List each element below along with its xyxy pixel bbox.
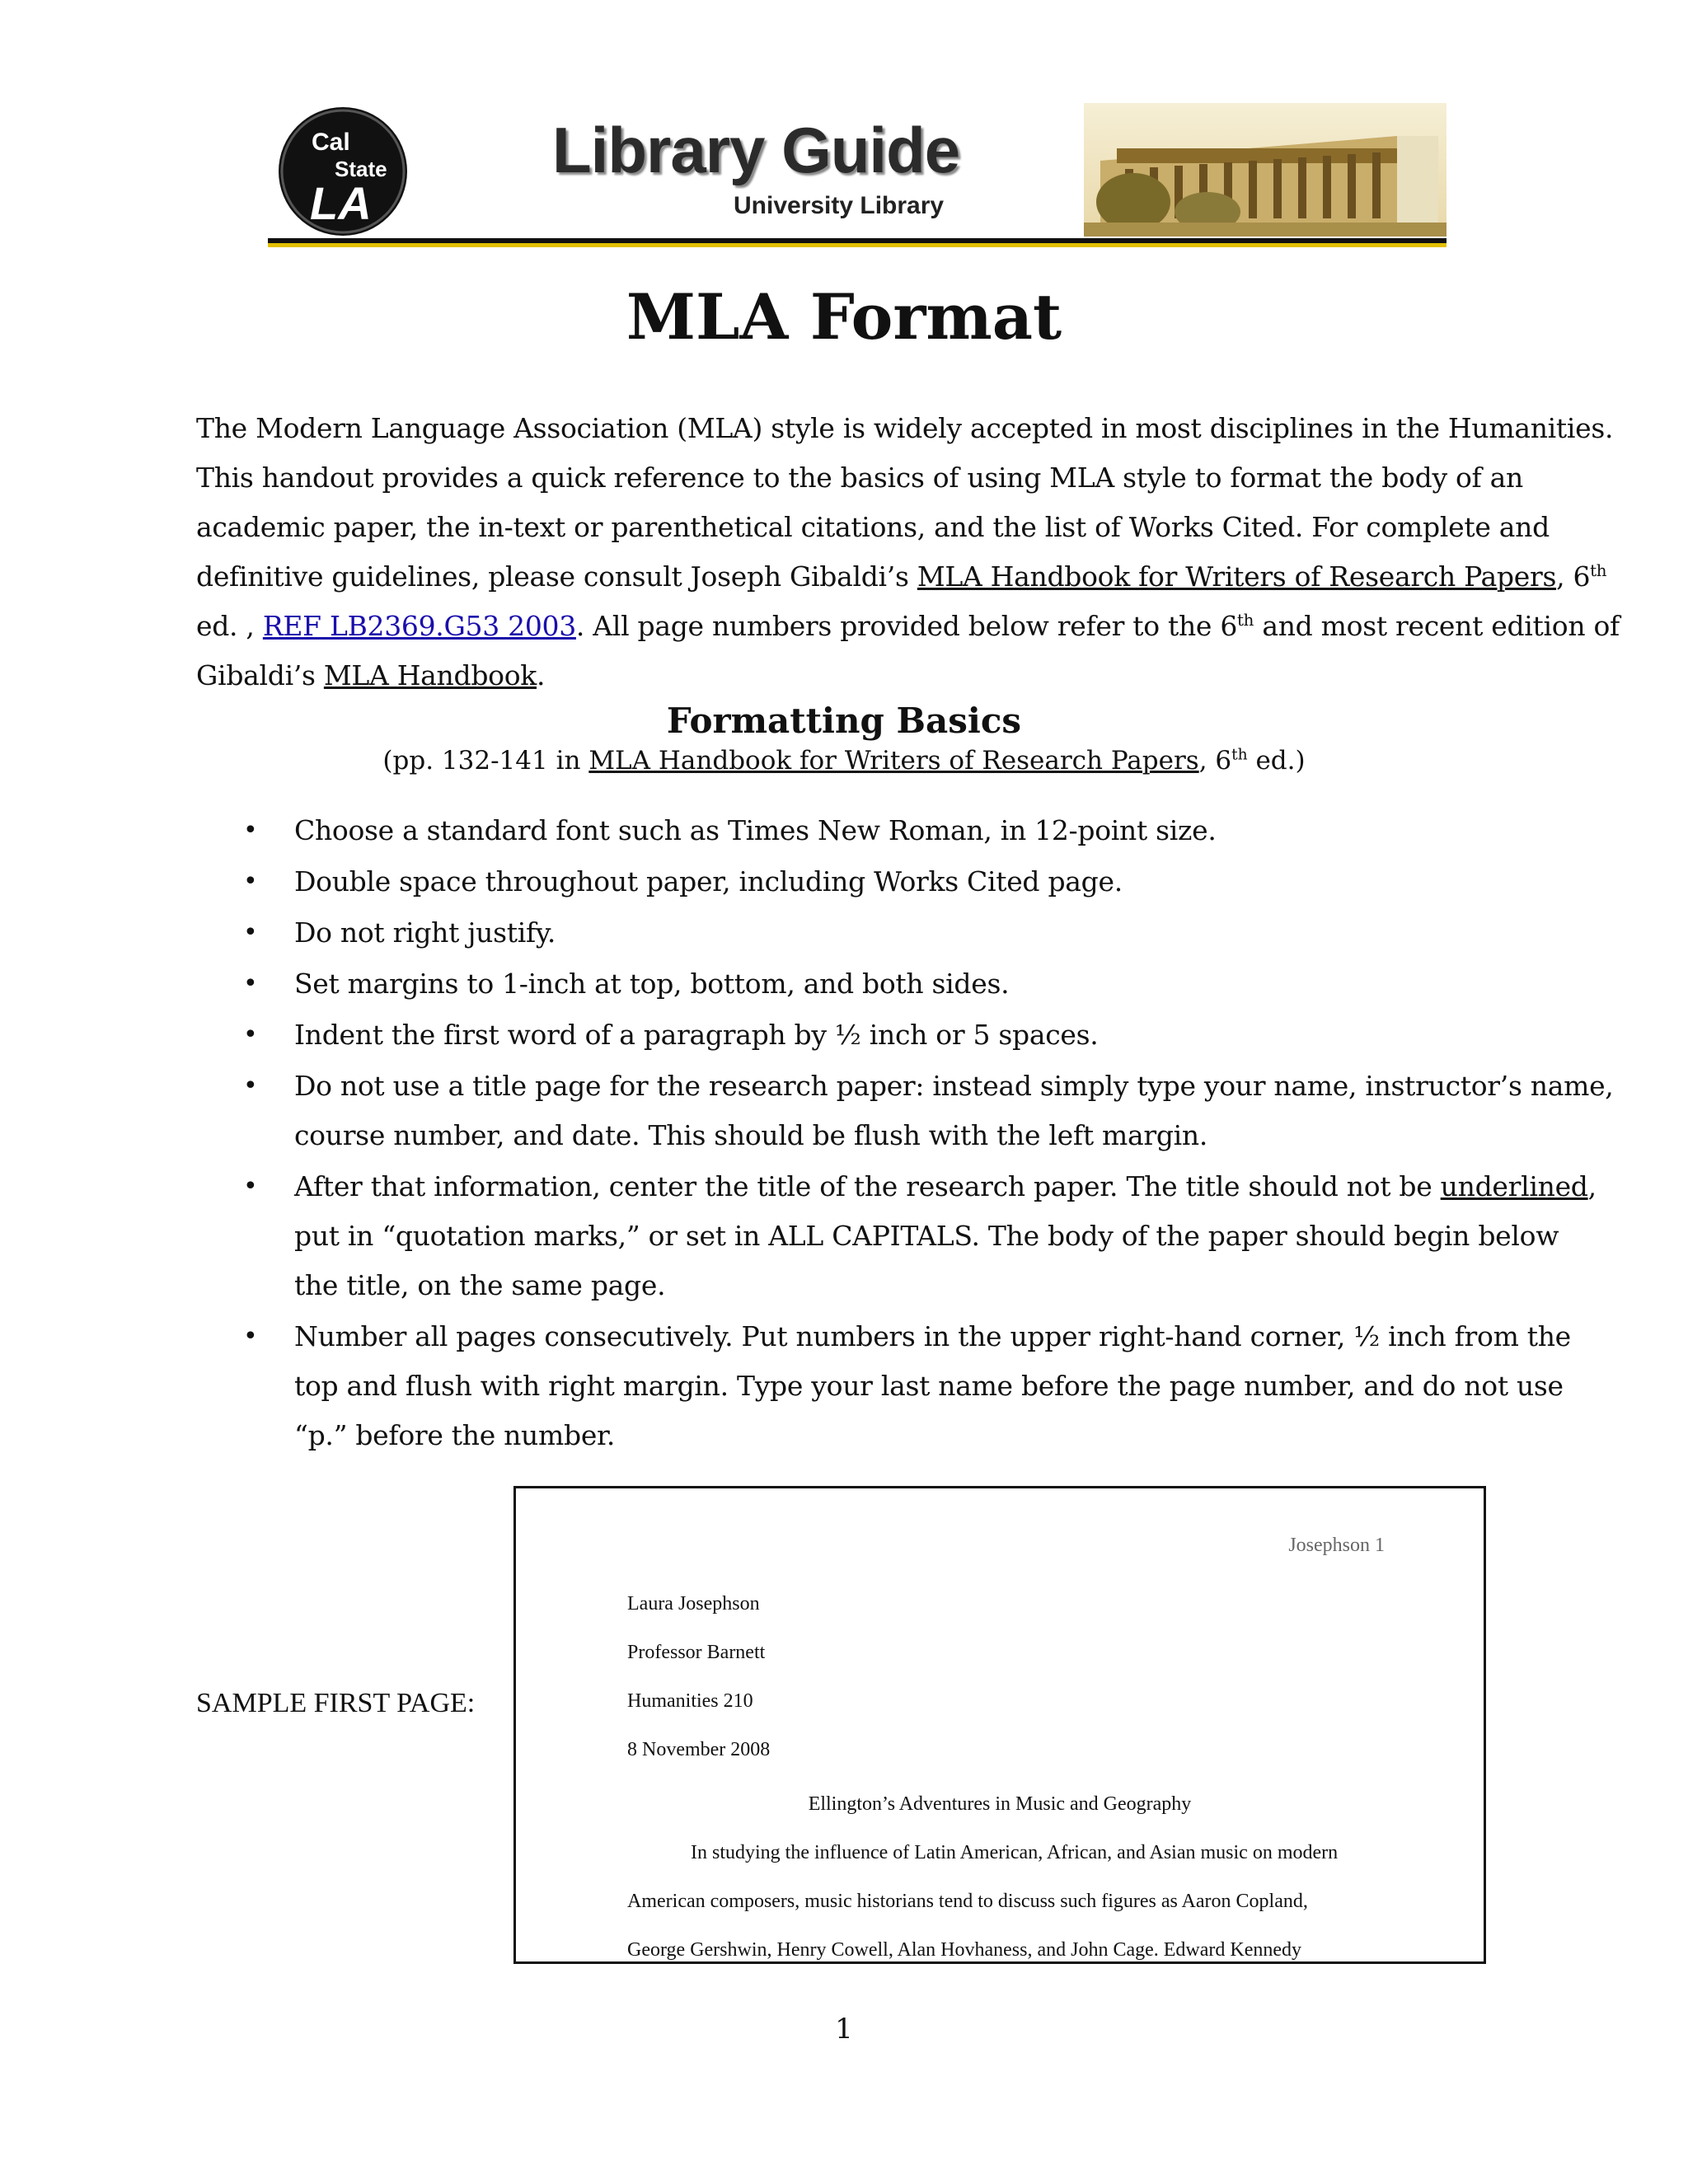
bullet-text: Choose a standard font such as Times New Roman, in 12-point size. (294, 814, 1217, 846)
intro-paragraph (196, 404, 1620, 701)
sample-label: SAMPLE FIRST PAGE: (196, 1688, 476, 1718)
bullet-icon: • (243, 918, 258, 947)
page-number: 1 (835, 2013, 853, 2046)
sample-body-line: American composers, music historians tend to discuss such figures as Aaron Copland, (627, 1891, 1308, 1912)
superscript: th (1237, 611, 1254, 630)
bullet-text: Set margins to 1-inch at top, bottom, and both sides. (294, 968, 1010, 1000)
intro-text: Gibaldi’s (196, 659, 324, 691)
call-number-link[interactable]: REF LB2369.G53 2003 (262, 610, 576, 642)
bullet-text: the title, on the same page. (294, 1269, 666, 1301)
page-title: MLA Format (626, 280, 1062, 354)
formatting-bullet-list (243, 806, 1614, 1462)
section-sub-text: , 6 (1198, 746, 1232, 776)
bullet-item (243, 908, 1545, 958)
bullet-item (243, 1162, 1597, 1310)
bullet-icon: • (243, 969, 258, 998)
bullet-icon: • (243, 1071, 258, 1100)
bullet-text-part: After that information, center the title of the research paper. The title should not be (294, 1170, 1441, 1202)
bullet-item (243, 806, 1545, 855)
bullet-text: put in “quotation marks,” or set in ALL CAPITALS. The body of the paper should begin below (294, 1220, 1559, 1252)
sample-course: Humanities 210 (627, 1690, 753, 1712)
bullet-text: Double space throughout paper, including Works Cited page. (294, 865, 1123, 898)
library-building-image (1084, 103, 1447, 237)
underlined-word: underlined (1440, 1170, 1588, 1202)
section-subheading (0, 746, 1688, 776)
sample-date: 8 November 2008 (627, 1739, 771, 1760)
bullet-icon: • (243, 867, 258, 896)
seal-graphic (279, 107, 407, 236)
seal-text-state: State (335, 157, 387, 181)
intro-text: . All page numbers provided below refer to the 6 (575, 610, 1238, 642)
intro-line: This handout provides a quick reference to the basics of using MLA style to format the body of an (196, 462, 1523, 494)
bullet-item (243, 857, 1545, 907)
seal-text-la: LA (310, 177, 372, 229)
bullet-text: Do not right justify. (294, 916, 556, 949)
sample-page-header: Josephson 1 (1288, 1535, 1385, 1556)
intro-line: academic paper, the in-text or parenthetical citations, and the list of Works Cited. For complete and (196, 511, 1550, 543)
sample-body-line: In studying the influence of Latin American, African, and Asian music on modern (691, 1842, 1339, 1863)
cal-state-la-seal (279, 107, 407, 236)
bullet-text: Indent the first word of a paragraph by ½ inch or 5 spaces. (294, 1019, 1099, 1051)
intro-line: The Modern Language Association (MLA) style is widely accepted in most disciplines in the Humanities. (196, 412, 1614, 444)
intro-line (196, 602, 1620, 651)
sample-body-line: George Gershwin, Henry Cowell, Alan Hovhaness, and John Cage. Edward Kennedy (627, 1939, 1302, 1961)
intro-text: ed. , (196, 610, 263, 642)
bullet-text: Do not use a title page for the research paper: instead simply type your name, instructor’s name, (294, 1070, 1614, 1102)
bullet-item (243, 1062, 1614, 1160)
handbook-title: MLA Handbook for Writers of Research Papers (588, 746, 1199, 776)
bullet-item (243, 959, 1545, 1009)
bullet-text-part: , (1587, 1170, 1597, 1202)
intro-line (196, 651, 1531, 701)
superscript: th (1231, 746, 1248, 764)
library-guide-banner (268, 103, 1447, 250)
sample-title-row (516, 1793, 1484, 1816)
handbook-title: MLA Handbook for Writers of Research Papers (917, 560, 1557, 593)
intro-text: , 6 (1556, 560, 1591, 593)
intro-text: . (537, 659, 546, 691)
bullet-text: course number, and date. This should be flush with the left margin. (294, 1119, 1208, 1151)
seal-text-cal: Cal (312, 129, 350, 156)
intro-text: definitive guidelines, please consult Joseph Gibaldi’s (196, 560, 917, 593)
superscript: th (1590, 561, 1607, 580)
banner-subtitle: University Library (734, 192, 945, 219)
bullet-text (294, 1162, 1597, 1212)
bullet-text: Number all pages consecutively. Put numbers in the upper right-hand corner, ½ inch from the (294, 1320, 1571, 1352)
bullet-icon: • (243, 1172, 258, 1201)
intro-line (196, 552, 1607, 602)
intro-text: and most recent edition of (1254, 610, 1620, 642)
handbook-title: MLA Handbook (323, 659, 537, 691)
bullet-text: “p.” before the number. (294, 1419, 616, 1451)
bullet-text: top and flush with right margin. Type your last name before the page number, and do not use (294, 1370, 1564, 1402)
bullet-icon: • (243, 816, 258, 845)
bullet-icon: • (243, 1322, 258, 1351)
section-heading: Formatting Basics (666, 701, 1022, 741)
section-sub-text: ed.) (1247, 746, 1306, 776)
sample-student-name: Laura Josephson (627, 1593, 760, 1615)
bullet-icon: • (243, 1020, 258, 1049)
bullet-item (243, 1312, 1571, 1460)
sample-paper-title: Ellington’s Adventures in Music and Geography (808, 1793, 1192, 1815)
sample-first-page (513, 1486, 1486, 1964)
bullet-item (243, 1010, 1545, 1060)
banner-title: Library Guide (552, 114, 960, 186)
banner-rule-gold (268, 243, 1447, 247)
section-sub-text: (pp. 132-141 in (382, 746, 589, 776)
sample-professor: Professor Barnett (627, 1642, 766, 1663)
